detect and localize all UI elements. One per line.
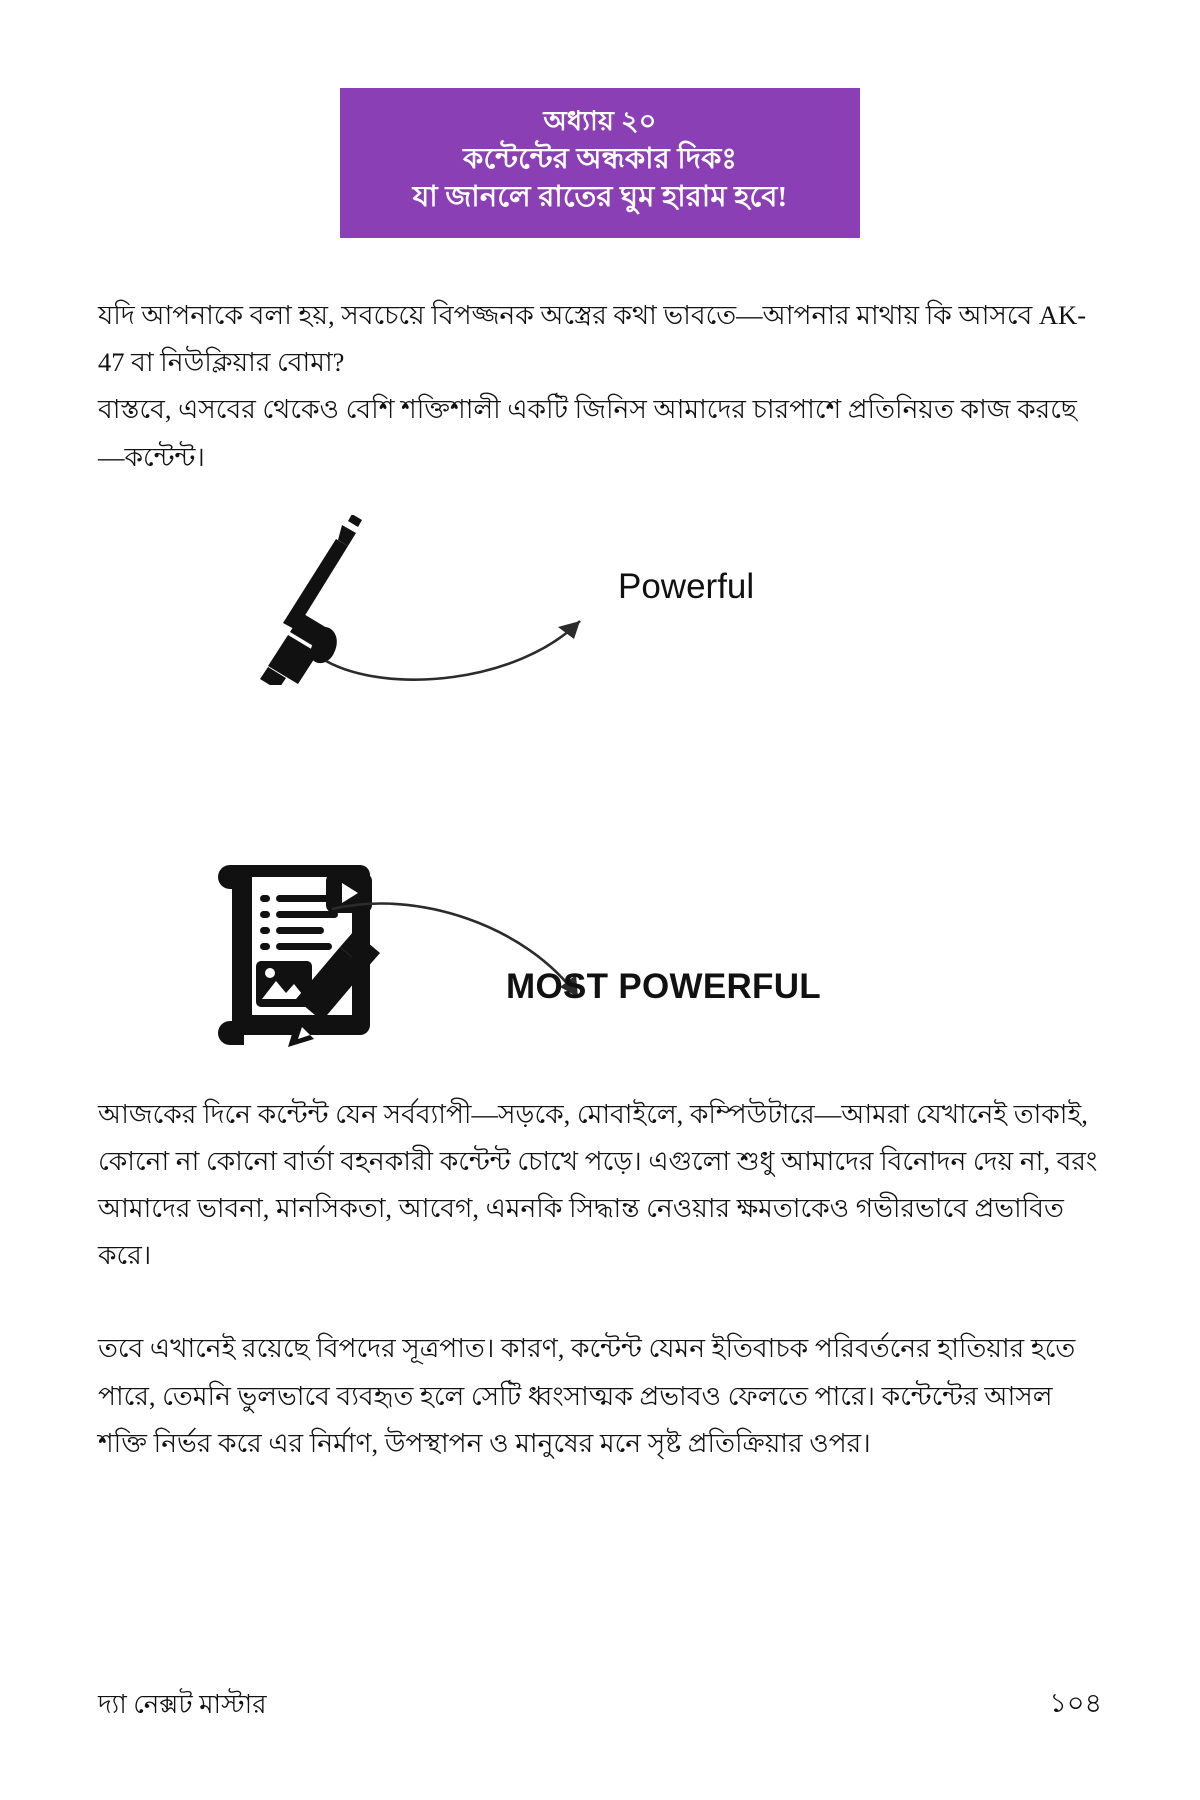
body-text-bottom [98, 1325, 1102, 1466]
paragraph-2: বাস্তবে, এসবের থেকেও বেশি শক্তিশালী একটি জিনিস আমাদের চারপাশে প্রতিনিয়ত কাজ করছে—কন্টেন্ট। [98, 394, 1077, 472]
figure-label-powerful: Powerful [618, 566, 755, 606]
chapter-title-banner-wrapper [98, 0, 1102, 238]
page-footer [98, 1683, 1102, 1728]
footer-page-number: ১০৪ [1049, 1688, 1102, 1718]
curved-arrow-icon-2 [326, 885, 626, 1030]
paragraph-spacer [98, 1279, 1102, 1325]
chapter-title-banner [340, 88, 860, 238]
chapter-title-line-1: কন্টেন্টের অন্ধকার দিকঃ [462, 142, 738, 175]
curved-arrow-icon-1 [318, 565, 618, 690]
figure-rifle [98, 507, 1102, 737]
chapter-title-line-2: যা জানলে রাতের ঘুম হারাম হবে! [412, 180, 788, 213]
body-text-top [98, 292, 1102, 481]
paragraph-3: আজকের দিনে কন্টেন্ট যেন সর্বব্যাপী—সড়কে, মোবাইলে, কম্পিউটারে—আমরা যেখানেই তাকাই, কোনো না কোনো বার্তা বহনকারী কন্টেন্ট চোখে পড়ে। এগুলো শুধু আমাদের বিনোদন দেয় না, বরং আমাদের ভাবনা, মানসিকতা, আবেগ, এমনকি সিদ্ধান্ত নেওয়ার ক্ষমতাকেও গভীরভাবে প্রভাবিত করে। [98, 1098, 1098, 1271]
body-text-middle [98, 1091, 1102, 1280]
footer-book-title: দ্যা নেক্সট মাস্টার [98, 1690, 267, 1719]
paragraph-4: তবে এখানেই রয়েছে বিপদের সূত্রপাত। কারণ, কন্টেন্ট যেমন ইতিবাচক পরিবর্তনের হাতিয়ার হতে পারে, তেমনি ভুলভাবে ব্যবহৃত হলে সেটি ধ্বংসাত্মক প্রভাবও ফেলতে পারে। কন্টেন্টের আসল শক্তি নির্ভর করে এর নির্মাণ, উপস্থাপন ও মানুষের মনে সৃষ্ট প্রতিক্রিয়ার ওপর। [98, 1333, 1076, 1458]
figure-label-most-powerful: MOST POWERFUL [506, 966, 821, 1006]
chapter-number: অধ্যায় ২০ [543, 106, 657, 136]
paragraph-1: যদি আপনাকে বলা হয়, সবচেয়ে বিপজ্জনক অস্ত্রের কথা ভাবতে—আপনার মাথায় কি আসবে AK-47 বা নিউক্লিয়ার বোমা? [98, 300, 1087, 378]
figure-content-document [98, 841, 1102, 1091]
